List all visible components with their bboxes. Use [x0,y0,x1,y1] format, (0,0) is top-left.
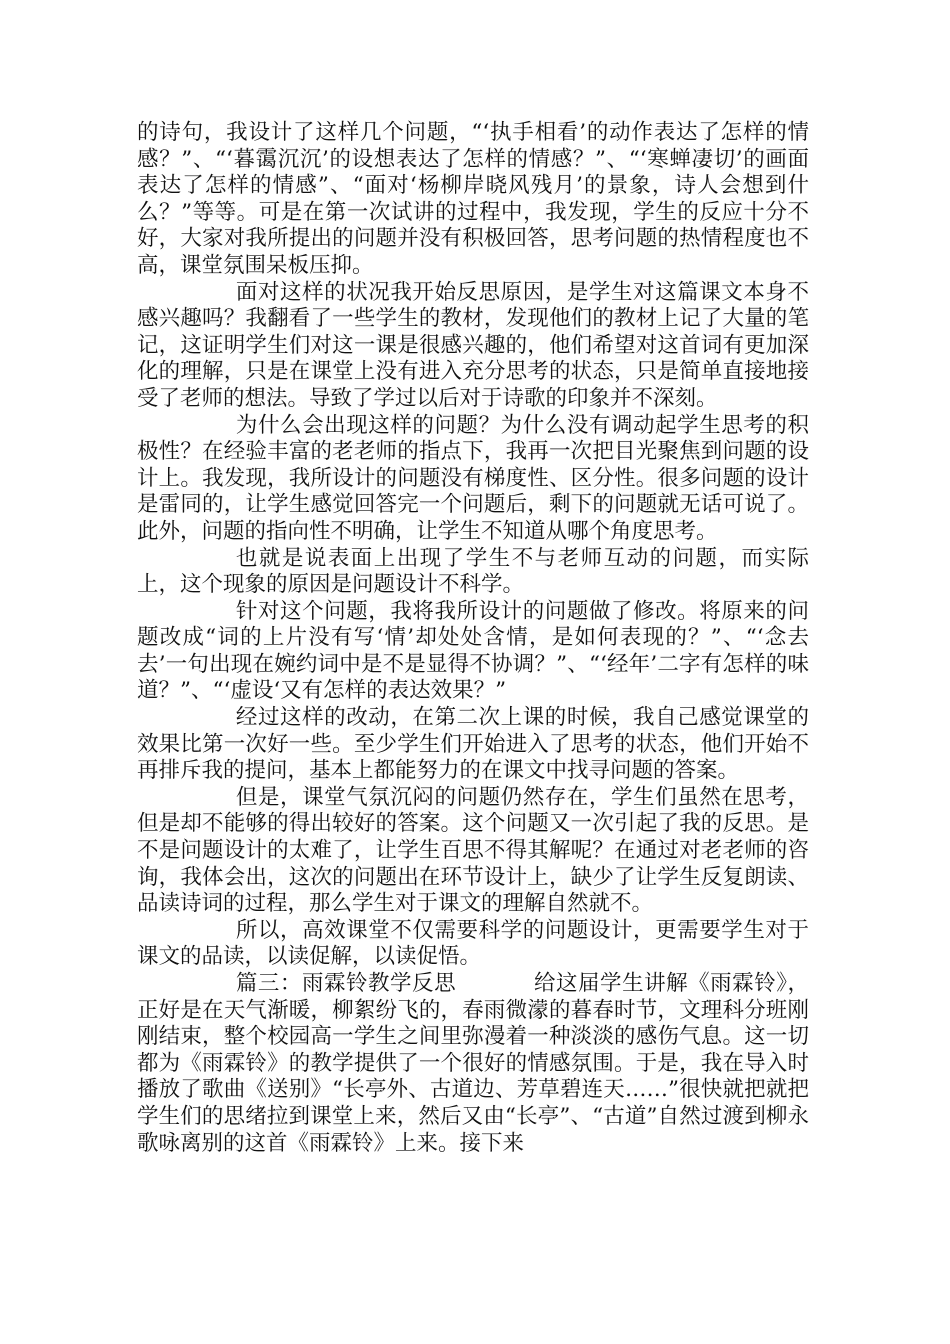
document-page [137,120,809,1157]
paragraph-4: 也就是说表面上出现了学生不与老师互动的问题，而实际上，这个现象的原因是问题设计不科学。 [137,545,809,598]
paragraph-8: 所以，高效课堂不仅需要科学的问题设计，更需要学生对于课文的品读，以读促解，以读促悟。 [137,917,809,970]
section-body: 给这届学生讲解《雨霖铃》，正好是在天气渐暖，柳絮纷飞的，春雨微濛的暮春时节，文理科分班刚刚结束，整个校园高一学生之间里弥漫着一种淡淡的感伤气息。这一切都为《雨霖铃》的教学提供了一个很好的情感氛围。于是，我在导入时播放了歌曲《送别》“长亭外、古道边、芳草碧连天……”很快就把就把学生们的思绪拉到课堂上来，然后又由“长亭”、“古道”自然过渡到柳永歌咏离别的这首《雨霖铃》上来。接下来 [137,971,809,1156]
section-paragraph [137,971,809,1157]
paragraph-3: 为什么会出现这样的问题？为什么没有调动起学生思考的积极性？在经验丰富的老老师的指点下，我再一次把目光聚焦到问题的设计上。我发现，我所设计的问题没有梯度性、区分性。很多问题的设计是雷同的，让学生感觉回答完一个问题后，剩下的问题就无话可说了。此外，问题的指向性不明确，让学生不知道从哪个角度思考。 [137,412,809,544]
paragraph-2: 面对这样的状况我开始反思原因，是学生对这篇课文本身不感兴趣吗？我翻看了一些学生的教材，发现他们的教材上记了大量的笔记，这证明学生们对这一课是很感兴趣的，他们希望对这首词有更加深化的理解，只是在课堂上没有进入充分思考的状态，只是简单直接地接受了老师的想法。导致了学过以后对于诗歌的印象并不深刻。 [137,279,809,411]
section-heading: 篇三：雨霖铃教学反思 [235,971,457,996]
paragraph-5: 针对这个问题，我将我所设计的问题做了修改。将原来的问题改成“词的上片没有写‘情’却处处含情，是如何表现的？”、“‘念去去’一句出现在婉约词中是不是显得不协调？”、“‘经年’二字有怎样的味道？”、“‘虚设‘又有怎样的表达效果？” [137,598,809,704]
paragraph-7: 但是，课堂气氛沉闷的问题仍然存在，学生们虽然在思考，但是却不能够的得出较好的答案。这个问题又一次引起了我的反思。是不是问题设计的太难了，让学生百思不得其解呢？在通过对老老师的咨询，我体会出，这次的问题出在环节设计上，缺少了让学生反复朗读、品读诗词的过程，那么学生对于课文的理解自然就不。 [137,784,809,917]
paragraph-6: 经过这样的改动，在第二次上课的时候，我自己感觉课堂的效果比第一次好一些。至少学生们开始进入了思考的状态，他们开始不再排斥我的提问，基本上都能努力的在课文中找寻问题的答案。 [137,705,809,784]
paragraph-1: 的诗句，我设计了这样几个问题，“‘执手相看’的动作表达了怎样的情感？”、“‘暮霭沉沉’的设想表达了怎样的情感？”、“‘寒蝉凄切’的画面表达了怎样的情感”、“面对‘杨柳岸晓风残月’的景象，诗人会想到什么？”等等。可是在第一次试讲的过程中，我发现，学生的反应十分不好，大家对我所提出的问题并没有积极回答，思考问题的热情程度也不高，课堂氛围呆板压抑。 [137,120,809,278]
